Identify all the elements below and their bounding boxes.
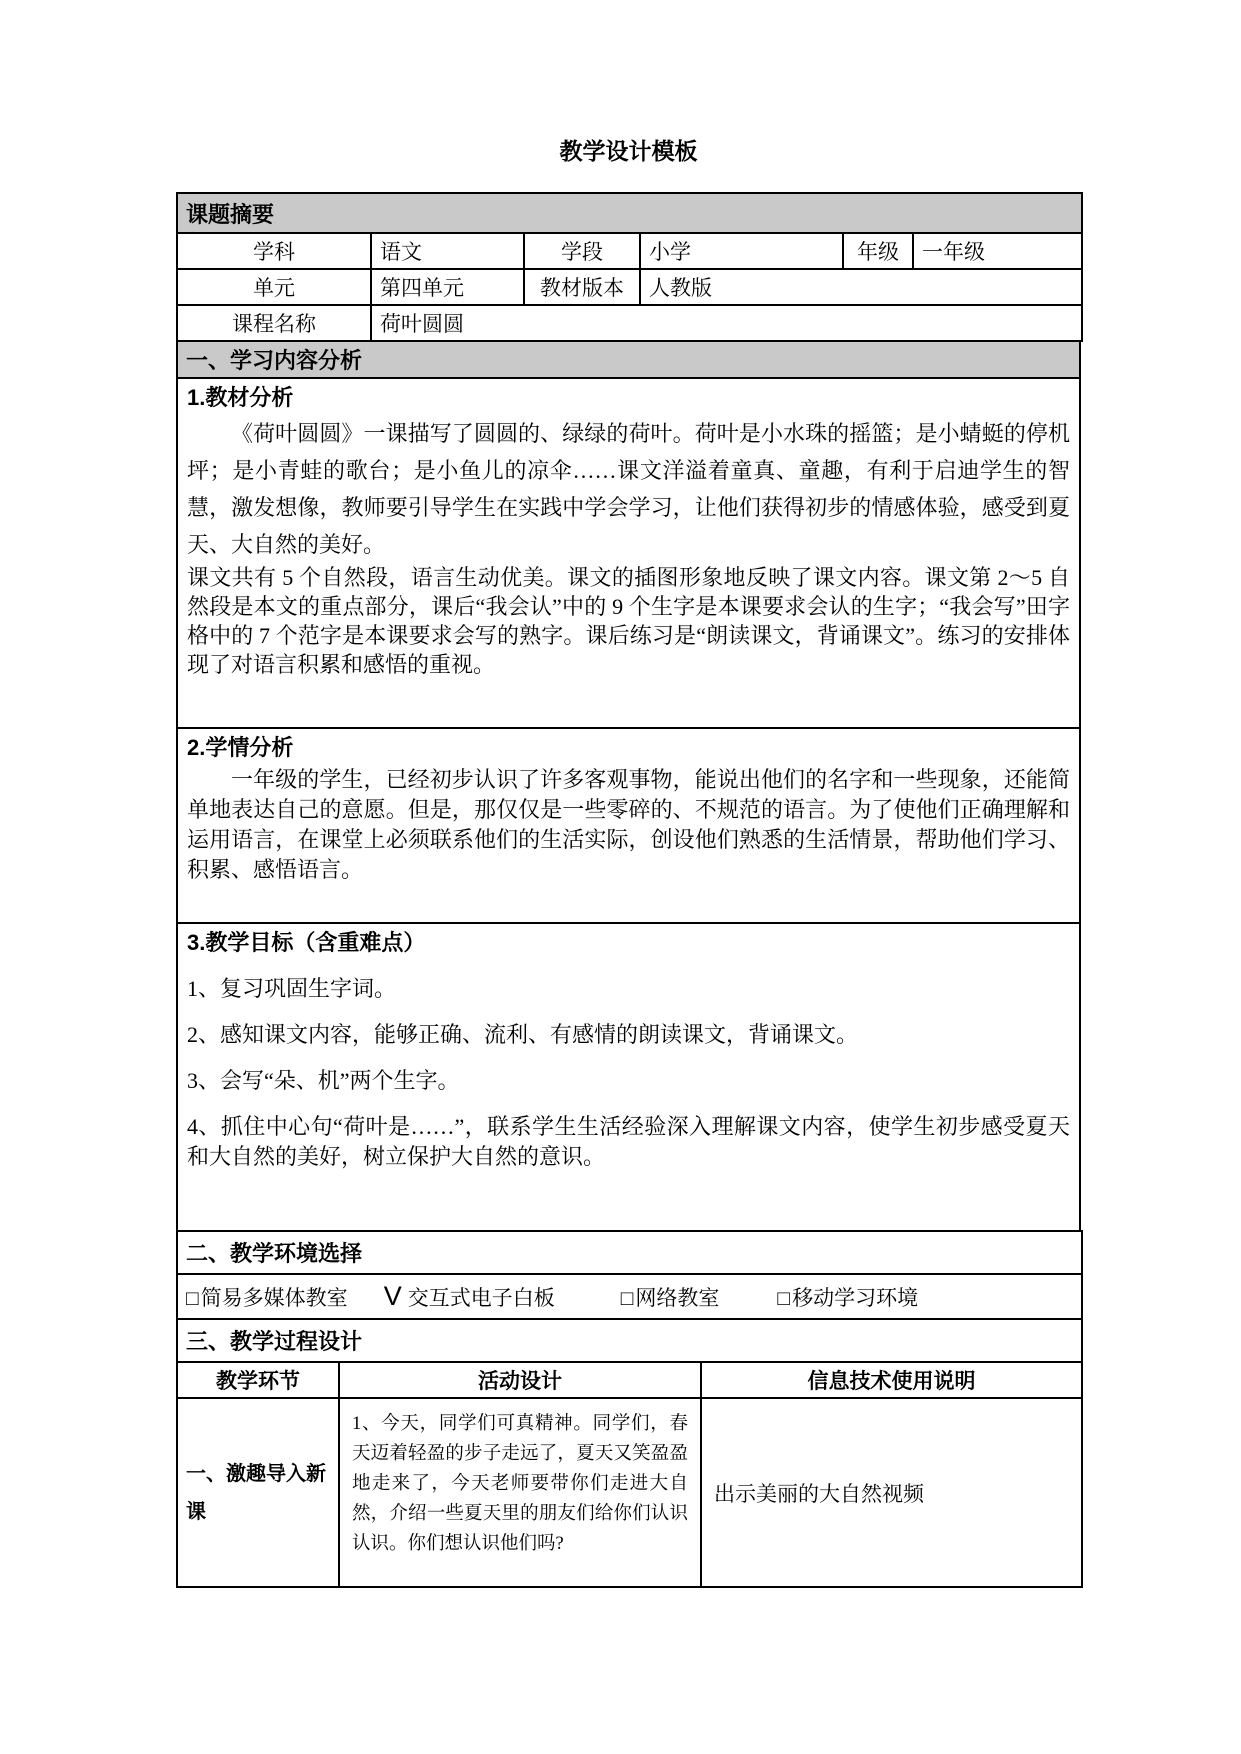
objective-item-1: 1、复习巩固生字词。 bbox=[187, 976, 397, 1001]
summary-table bbox=[176, 192, 1083, 342]
unit-label: 单元 bbox=[177, 269, 371, 305]
learner-analysis-heading: 2.学情分析 bbox=[187, 735, 294, 760]
environment-process-table bbox=[176, 1230, 1083, 1588]
objective-item-4: 4、抓住中心句“荷叶是……”，联系学生生活经验深入理解课文内容，使学生初步感受夏天和大自然的美好，树立保护大自然的意识。 bbox=[187, 1114, 1070, 1169]
material-analysis-heading: 1.教材分析 bbox=[187, 385, 294, 410]
column-header-tech: 信息技术使用说明 bbox=[701, 1362, 1082, 1398]
column-header-stage: 教学环节 bbox=[177, 1362, 339, 1398]
material-analysis-row bbox=[177, 378, 1080, 728]
option-label: 交互式电子白板 bbox=[407, 1285, 555, 1310]
section1-header: 一、学习内容分析 bbox=[177, 341, 1080, 378]
option-label: 简易多媒体教室 bbox=[200, 1285, 348, 1310]
checkmark-icon: V bbox=[383, 1280, 402, 1311]
document-body bbox=[176, 133, 1081, 1588]
learner-analysis-cell bbox=[177, 728, 1080, 923]
summary-header-row bbox=[177, 193, 1082, 233]
option-simple-multimedia bbox=[186, 1282, 348, 1312]
course-name-value: 荷叶圆圆 bbox=[371, 305, 1082, 341]
document-title: 教学设计模板 bbox=[559, 138, 698, 164]
objective-item-2: 2、感知课文内容，能够正确、流利、有感情的朗读课文，背诵课文。 bbox=[187, 1022, 859, 1047]
edition-value: 人教版 bbox=[640, 269, 1082, 305]
tech-usage-cell: 出示美丽的大自然视频 bbox=[701, 1398, 1082, 1587]
option-label: 网络教室 bbox=[635, 1285, 720, 1310]
objectives-heading: 3.教学目标（含重难点） bbox=[187, 930, 426, 955]
option-mobile-learning bbox=[777, 1282, 918, 1312]
material-analysis-paragraph-2: 课文共有 5 个自然段，语言生动优美。课文的插图形象地反映了课文内容。课文第 2～5 自然段是本文的重点部分，课后“我会认”中的 9 个生字是本课要求会认的生字；“我会写”田字格中的 7 个范字是本课要求会写的熟字。课后练习是“朗读课文，背诵课文”。练习的安排体现了对语言积累和感悟的重视。 bbox=[187, 565, 1070, 677]
checkbox-unchecked-icon: □ bbox=[186, 1285, 199, 1310]
stage-cell: 一、激趣导入新课 bbox=[177, 1398, 339, 1587]
summary-row-course bbox=[177, 305, 1082, 341]
summary-row-unit bbox=[177, 269, 1082, 305]
edition-label: 教材版本 bbox=[524, 269, 640, 305]
subject-value: 语文 bbox=[371, 233, 524, 269]
option-label: 移动学习环境 bbox=[792, 1285, 919, 1310]
grade-label: 年级 bbox=[843, 233, 913, 269]
checkbox-unchecked-icon: □ bbox=[777, 1285, 791, 1310]
section2-header-row bbox=[177, 1231, 1082, 1274]
option-network-classroom bbox=[621, 1282, 720, 1312]
section3-header: 三、教学过程设计 bbox=[177, 1319, 1082, 1362]
summary-row-subject bbox=[177, 233, 1082, 269]
checkbox-unchecked-icon: □ bbox=[620, 1285, 634, 1310]
stage-value: 小学 bbox=[640, 233, 843, 269]
activity-text: 1、今天，同学们可真精神。同学们，春天迈着轻盈的步子走远了，夏天又笑盈盈地走来了，今天老师要带你们走进大自然，介绍一些夏天里的朋友们给你们认识认识。你们想认识他们吗? bbox=[352, 1414, 688, 1554]
material-analysis-cell bbox=[177, 378, 1080, 728]
environment-options-cell bbox=[177, 1274, 1082, 1319]
process-table-header-row bbox=[177, 1362, 1082, 1398]
section2-header: 二、教学环境选择 bbox=[177, 1231, 1082, 1274]
process-table-row bbox=[177, 1398, 1082, 1587]
section3-header-row bbox=[177, 1319, 1082, 1362]
course-name-label: 课程名称 bbox=[177, 305, 371, 341]
section1-header-row bbox=[177, 341, 1080, 378]
material-analysis-paragraph-1: 《荷叶圆圆》一课描写了圆圆的、绿绿的荷叶。荷叶是小水珠的摇篮；是小蜻蜓的停机坪；是小青蛙的歌台；是小鱼儿的凉伞……课文洋溢着童真、童趣，有利于启迪学生的智慧，激发想像，教师要引导学生在实践中学会学习，让他们获得初步的情感体验，感受到夏天、大自然的美好。 bbox=[187, 421, 1070, 557]
summary-header: 课题摘要 bbox=[177, 193, 1082, 233]
objectives-row bbox=[177, 923, 1080, 1231]
content-analysis-table bbox=[176, 340, 1081, 1232]
option-interactive-whiteboard bbox=[384, 1282, 555, 1312]
objectives-cell bbox=[177, 923, 1080, 1231]
subject-label: 学科 bbox=[177, 233, 371, 269]
unit-value: 第四单元 bbox=[371, 269, 524, 305]
environment-options bbox=[186, 1282, 1073, 1312]
learner-analysis-row bbox=[177, 728, 1080, 923]
column-header-activity: 活动设计 bbox=[339, 1362, 701, 1398]
objective-item-3: 3、会写“朵、机”两个生字。 bbox=[187, 1068, 460, 1093]
learner-analysis-paragraph: 一年级的学生，已经初步认识了许多客观事物，能说出他们的名字和一些现象，还能简单地表达自己的意愿。但是，那仅仅是一些零碎的、不规范的语言。为了使他们正确理解和运用语言，在课堂上必须联系他们的生活实际，创设他们熟悉的生活情景，帮助他们学习、积累、感悟语言。 bbox=[187, 767, 1070, 882]
environment-options-row bbox=[177, 1274, 1082, 1319]
stage-label: 学段 bbox=[524, 233, 640, 269]
activity-cell bbox=[339, 1398, 701, 1587]
grade-value: 一年级 bbox=[913, 233, 1082, 269]
